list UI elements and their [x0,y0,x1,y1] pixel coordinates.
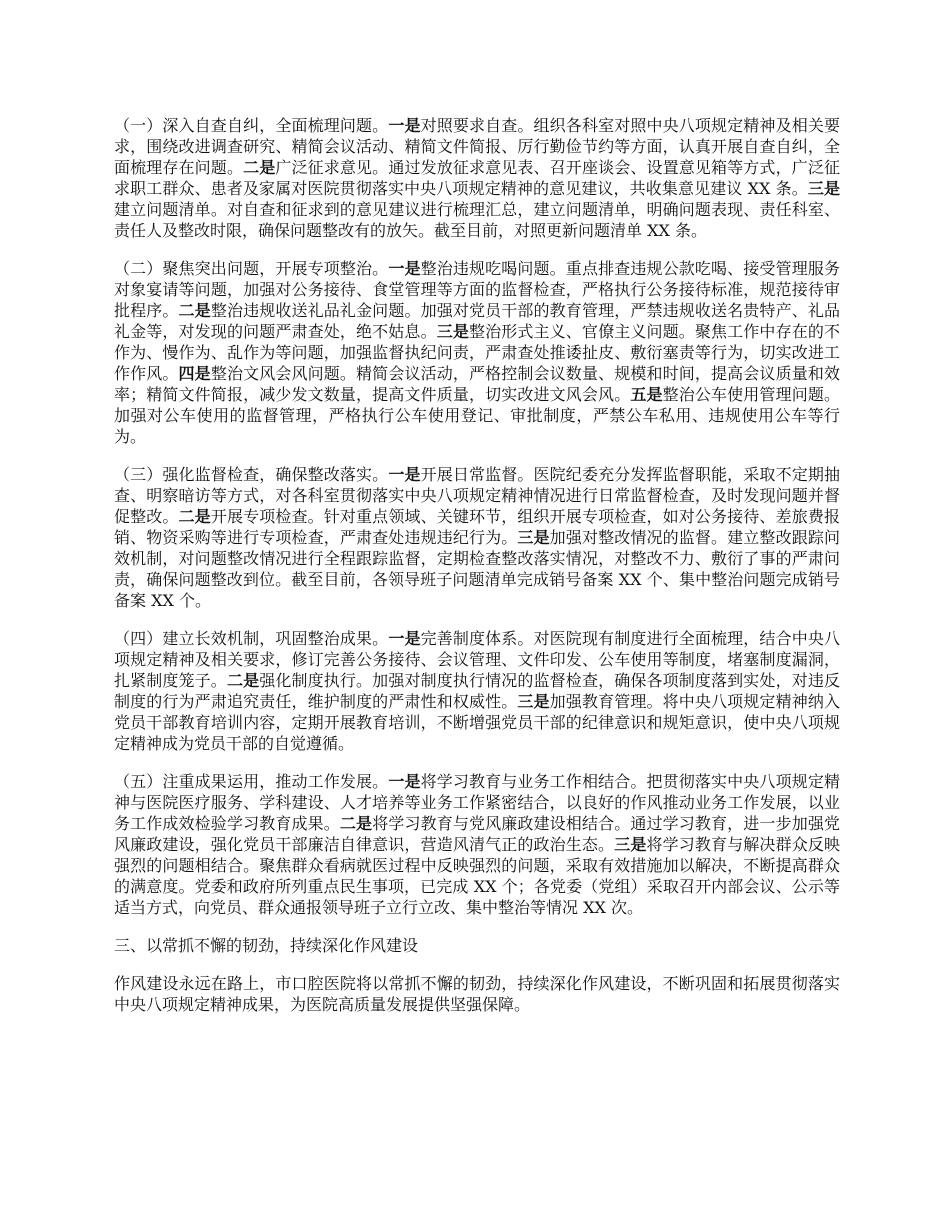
ordinal-marker: 二是 [243,158,276,177]
ordinal-marker: 一是 [388,116,421,135]
paragraph-text: 开展日常监督。医院纪委充分发挥监督职能，采取不定期抽查、明察暗访等方式，对各科室贯彻落实中央八项规定精神情况进行日常监督检查，及时发现问题并督促整改。 [114,465,840,526]
ordinal-marker: 三是 [517,692,550,711]
paragraph-text: 对照要求自查。组织各科室对照中央八项规定精神及相关要求，围绕改进调查研究、精简会议活动、精简文件简报、厉行勤俭节约等方面，认真开展自查自纠，全面梳理存在问题。 [114,116,840,177]
section-heading: 三、以常抓不懈的韧劲，持续深化作风建设 [114,936,419,955]
ordinal-marker: 五是 [630,385,663,404]
section-3-paragraph [114,464,840,611]
paragraph-text: （三）强化监督检查，确保整改落实。 [114,465,389,484]
paragraph-text: 整治违规收送礼品礼金问题。加强对党员干部的教育管理，严禁违规收送名贵特产、礼品礼金等，对发现的问题严肃查处，绝不姑息。 [114,301,840,341]
ordinal-marker: 四是 [178,364,211,383]
paragraph-text: 强化制度执行。加强对制度执行情况的监督检查，确保各项制度落到实处，对违反制度的行为严肃追究责任，维护制度的严肃性和权威性。 [114,671,840,711]
paragraph-text: 加强教育管理。将中央八项规定精神纳入党员干部教育培训内容，定期开展教育培训，不断增强党员干部的纪律意识和规矩意识，使中央八项规定精神成为党员干部的自觉遵循。 [114,692,840,753]
section-1-paragraph [114,115,840,241]
ordinal-marker: 二是 [178,301,211,320]
ordinal-marker: 一是 [388,465,421,484]
paragraph-text: 整治公车使用管理问题。加强对公车使用的监督管理，严格执行公车使用登记、审批制度，严禁公车私用、违规使用公车等行为。 [114,385,840,446]
paragraph-text: 整治形式主义、官僚主义问题。聚焦工作中存在的不作为、慢作为、乱作为等问题，加强监督执纪问责，严肃查处推诿扯皮、敷衍塞责等行为，切实改进工作作风。 [114,322,840,383]
paragraph-text: 加强对整改情况的监督。建立整改跟踪问效机制，对问题整改情况进行全程跟踪监督，定期检查整改落实情况，对整改不力、敷衍了事的严肃问责，确保问题整改到位。截至目前，各领导班子问题清单完成销号备案 XX 个、集中整治问题完成销号备案 XX 个。 [114,528,840,610]
ordinal-marker: 二是 [339,814,373,833]
paragraph-text: 广泛征求意见。通过发放征求意见表、召开座谈会、设置意见箱等方式，广泛征求职工群众、患者及家属对医院贯彻落实中央八项规定精神的意见建议，共收集意见建议 XX 条。 [114,158,840,198]
section-4-paragraph [114,628,840,754]
paragraph-text: 将学习教育与党风廉政建设相结合。通过学习教育，进一步加强党风廉政建设，强化党员干部廉洁自律意识，营造风清气正的政治生态。 [114,814,840,854]
section-5-paragraph [114,771,840,918]
paragraph-text: 完善制度体系。对医院现有制度进行全面梳理，结合中央八项规定精神及相关要求，修订完善公务接待、会议管理、文件印发、公车使用等制度，堵塞制度漏洞，扎紧制度笼子。 [114,629,840,690]
paragraph-text: 建立问题清单。对自查和征求到的意见建议进行梳理汇总，建立问题清单，明确问题表现、责任科室、责任人及整改时限，确保问题整改有的放矢。截至目前，对照更新问题清单 XX 条。 [114,200,840,240]
ordinal-marker: 二是 [178,507,211,526]
paragraph-text: （五）注重成果运用，推动工作发展。 [114,772,389,791]
paragraph-text: 将学习教育与解决群众反映强烈的问题相结合。聚焦群众看病就医过程中反映强烈的问题，采取有效措施加以解决，不断提高群众的满意度。党委和政府所列重点民生事项，已完成 XX 个；各党委（党组）采取召开内部会议、公示等适当方式，向党员、群众通报领导班子立行立改、集中整治等情况 XX 次。 [114,835,840,917]
paragraph-text: （一）深入自查自纠，全面梳理问题。 [114,116,389,135]
closing-paragraph: 作风建设永远在路上，市口腔医院将以常抓不懈的韧劲，持续深化作风建设，不断巩固和拓展贯彻落实中央八项规定精神成果，为医院高质量发展提供坚强保障。 [114,974,840,1014]
paragraph-text: 开展专项检查。针对重点领域、关键环节，组织开展专项检查，如对公务接待、差旅费报销、物资采购等进行专项检查，严肃查处违规违纪行为。 [114,507,840,547]
ordinal-marker: 一是 [388,259,421,278]
paragraph-text: （二）聚焦突出问题，开展专项整治。 [114,259,389,278]
ordinal-marker: 一是 [388,629,421,648]
paragraph-text: 将学习教育与业务工作相结合。把贯彻落实中央八项规定精神与医院医疗服务、学科建设、人才培养等业务工作紧密结合，以良好的作风推动业务工作发展，以业务工作成效检验学习教育成果。 [114,772,840,833]
ordinal-marker: 三是 [614,835,647,854]
ordinal-marker: 二是 [226,671,260,690]
section-2-paragraph [114,258,840,447]
paragraph-text: （四）建立长效机制，巩固整治成果。 [114,629,389,648]
ordinal-marker: 三是 [436,322,469,341]
paragraph-text: 整治违规吃喝问题。重点排查违规公款吃喝、接受管理服务对象宴请等问题，加强对公务接待、食堂管理等方面的监督检查，严格执行公务接待标准，规范接待审批程序。 [114,259,840,320]
ordinal-marker: 一是 [388,772,421,791]
ordinal-marker: 三是 [517,528,550,547]
document-body [114,115,840,1032]
paragraph-text: 整治文风会风问题。精简会议活动，严格控制会议数量、规模和时间，提高会议质量和效率；精简文件简报，减少发文数量，提高文件质量，切实改进文风会风。 [114,364,840,404]
ordinal-marker: 三是 [807,179,840,198]
